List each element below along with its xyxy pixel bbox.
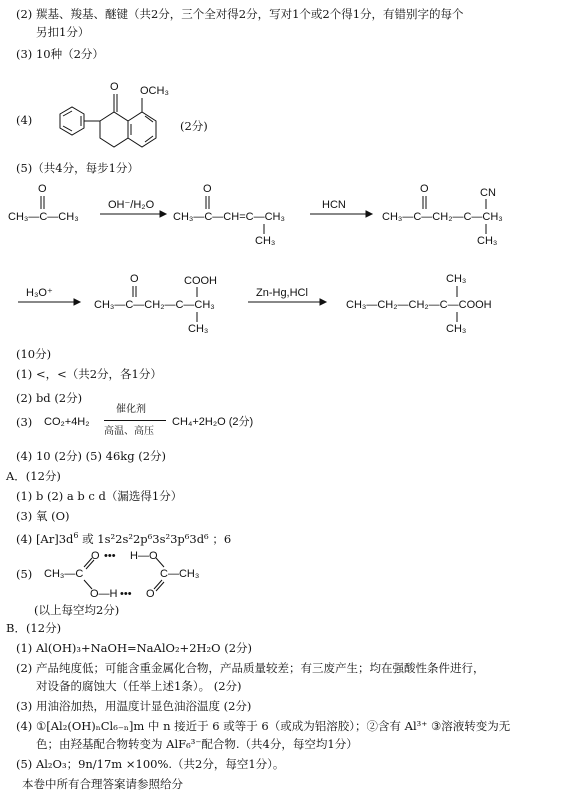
nitrile-formula: CH₃—C—CH₂—C—CH₃ bbox=[382, 211, 503, 223]
footer-note: 本卷中所有合理答案请参照给分 bbox=[22, 777, 183, 791]
answer-b3: (3) 用油浴加热，用温度计显色油浴温度 (2分) bbox=[16, 699, 252, 713]
answer-p3-conditions: 高温、高压 bbox=[104, 426, 154, 437]
dimer-hbond-top: ••• bbox=[104, 550, 116, 562]
methoxy-label: OCH₃ bbox=[140, 85, 169, 97]
section-a-note: (以上每空均2分) bbox=[34, 603, 120, 617]
keto-acid-methyl: CH₃ bbox=[188, 323, 209, 335]
section-10-points: (10分) bbox=[16, 347, 52, 361]
answer-a4-rest: 或 1s²2s²2p⁶3s²3p⁶3d⁶ ；6 bbox=[82, 532, 232, 546]
product-methyl-bottom: CH₃ bbox=[446, 323, 467, 335]
reaction-arrow bbox=[104, 420, 166, 421]
answer-b2: (2) 产品纯度低；可能含重金属化合物，产品质量较差；有三废产生；均在强酸性条件进行， bbox=[16, 661, 485, 675]
enone-oxygen: O bbox=[203, 183, 212, 195]
answer-a4-config: (4) [Ar]3d bbox=[16, 532, 74, 546]
answer-p3-catalyst: 催化剂 bbox=[116, 404, 146, 415]
answer-p3-reactants: CO₂+4H₂ bbox=[44, 416, 90, 428]
acetone-oxygen: O bbox=[38, 183, 47, 195]
section-a: A．(12分) bbox=[6, 469, 61, 483]
nitrile-cn: CN bbox=[480, 187, 496, 199]
reagent-acid: H₃O⁺ bbox=[26, 287, 53, 299]
enone-formula: CH₃—C—CH=C—CH₃ bbox=[173, 211, 285, 223]
dimer-left-methyl: CH₃—C bbox=[44, 568, 84, 580]
dimer-left-o-top: O bbox=[91, 550, 100, 562]
answer-q4-label: (4) bbox=[16, 113, 33, 127]
reagent-hcn: HCN bbox=[322, 199, 346, 211]
nitrile-oxygen: O bbox=[420, 183, 429, 195]
keto-acid-oxygen: O bbox=[130, 273, 139, 285]
acetone-formula: CH₃—C—CH₃ bbox=[8, 211, 79, 223]
answer-q3: (3) 10种（2分） bbox=[16, 47, 104, 61]
dimer-o-h: O—H bbox=[90, 588, 118, 600]
product-formula: CH₃—CH₂—CH₂—C—COOH bbox=[346, 299, 492, 311]
answer-a4: (4) $[Ar]3d^6$ 或 1s²2s²2p⁶3s²3p⁶3d⁶ ；6 bbox=[16, 531, 232, 546]
answer-q5: (5)（共4分，每步1分） bbox=[16, 161, 139, 175]
answer-q2-cont: 另扣1分） bbox=[36, 25, 90, 39]
answer-b4-cont: 色；由羟基配合物转变为 AlF₆³⁻配合物.（共4分，每空均1分） bbox=[36, 737, 358, 751]
dimer-h-o: H—O bbox=[130, 550, 158, 562]
dimer-hbond-bottom: ••• bbox=[120, 588, 132, 600]
answer-b2-cont: 对设备的腐蚀大（任举上述1条）。 (2分) bbox=[36, 679, 242, 693]
dimer-right-methyl: C—CH₃ bbox=[160, 568, 200, 580]
keto-acid-formula: CH₃—C—CH₂—C—CH₃ bbox=[94, 299, 215, 311]
nitrile-methyl: CH₃ bbox=[477, 235, 498, 247]
answer-p3-products: CH₄+2H₂O (2分) bbox=[172, 416, 254, 428]
answer-a1: (1) b (2) a b c d（漏选得1分） bbox=[16, 489, 183, 503]
answer-p4: (4) 10 (2分) (5) 46kg (2分) bbox=[16, 449, 167, 463]
keto-acid-cooh: COOH bbox=[184, 275, 217, 287]
answer-b4: (4) ①[Al₂(OH)ₙCl₆₋ₙ]m 中 n 接近于 6 或等于 6（或成为铝溶胶）；②含有 Al³⁺ ③溶液转变为无 bbox=[16, 719, 511, 733]
answer-q4-score: (2分) bbox=[180, 119, 208, 133]
synthesis-scheme-row2 bbox=[0, 268, 564, 348]
answer-p3-label: (3) bbox=[16, 415, 33, 429]
answer-b5: (5) Al₂O₃；9n/17m ×100%.（共2分，每空1分）。 bbox=[16, 757, 285, 771]
section-b: B．(12分) bbox=[6, 621, 62, 635]
tetralone-structure bbox=[0, 68, 564, 158]
reagent-clemmensen: Zn-Hg,HCl bbox=[256, 287, 308, 299]
enone-methyl: CH₃ bbox=[255, 235, 276, 247]
dimer-right-o-bot: O bbox=[146, 588, 155, 600]
answer-a3: (3) 氧 (O) bbox=[16, 509, 70, 523]
answer-b1: (1) Al(OH)₃+NaOH=NaAlO₂+2H₂O (2分) bbox=[16, 641, 253, 655]
acetic-acid-dimer bbox=[0, 548, 564, 598]
synthesis-scheme-row1 bbox=[0, 180, 564, 250]
answer-p1: (1) <，<（共2分，各1分） bbox=[16, 367, 162, 381]
answer-q2: (2) 羰基、羧基、醚键（共2分，三个全对得2分，写对1个或2个得1分，有错别字的每个 bbox=[16, 7, 464, 21]
reagent-base: OH⁻/H₂O bbox=[108, 199, 155, 211]
answer-a5-label: (5) bbox=[16, 567, 33, 581]
product-methyl-top: CH₃ bbox=[446, 273, 467, 285]
answer-p2: (2) bd (2分) bbox=[16, 391, 83, 405]
ketone-oxygen: O bbox=[110, 81, 119, 93]
